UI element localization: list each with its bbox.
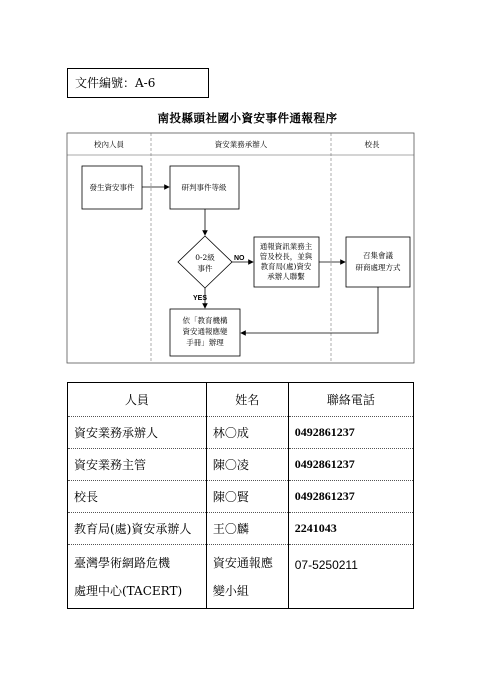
cell-name-line1: 資安通報應 [212, 555, 273, 570]
cell-name: 王〇麟 [206, 513, 288, 545]
cell-name: 林〇成 [206, 417, 288, 449]
cell-role [68, 545, 207, 609]
box-meeting-line1: 召集會議 [363, 251, 393, 260]
table-row [68, 513, 414, 545]
cell-phone: 0492861237 [288, 449, 413, 481]
header-role: 人員 [68, 383, 207, 417]
label-no: NO [234, 255, 245, 262]
cell-role: 校長 [68, 481, 207, 513]
box-meeting [346, 237, 410, 287]
table-header-row [68, 383, 414, 417]
document-title: 南投縣頭社國小資安事件通報程序 [157, 111, 338, 125]
table-row [68, 481, 414, 513]
table-row [68, 545, 414, 609]
header-name: 姓名 [206, 383, 288, 417]
cell-phone: 2241043 [288, 513, 413, 545]
cell-phone: 0492861237 [288, 417, 413, 449]
header-phone: 聯絡電話 [288, 383, 413, 417]
cell-name [206, 545, 288, 609]
decision-label-line1: 0-2級 [195, 253, 215, 262]
table-row [68, 449, 414, 481]
box-notify-line1: 通報資訊業務主 [259, 242, 313, 251]
box-judge-label: 研判事件等級 [181, 183, 227, 192]
lane-label-principal: 校長 [364, 140, 380, 149]
arrow-meeting-to-manual [241, 287, 378, 333]
box-manual-line1: 依「教育機構 [182, 316, 228, 325]
cell-role: 資安業務承辦人 [68, 417, 207, 449]
box-meeting-line2: 研商處理方式 [355, 263, 401, 272]
box-manual-line3: 手冊」辦理 [186, 338, 224, 347]
cell-role: 資安業務主管 [68, 449, 207, 481]
cell-phone: 0492861237 [288, 481, 413, 513]
lane-label-officer: 資安業務承辦人 [214, 140, 268, 149]
box-manual-line2: 資安通報應變 [182, 327, 228, 336]
cell-role-line1: 臺灣學術網路危機 [74, 555, 171, 570]
decision-label-line2: 事件 [197, 264, 213, 273]
label-yes: YES [193, 295, 208, 302]
box-notify-line2: 管及校長，並與 [259, 252, 313, 261]
decision-diamond [178, 236, 232, 288]
cell-name: 陳〇賢 [206, 481, 288, 513]
document-number: 文件編號：A-6 [67, 68, 209, 98]
lane-label-staff: 校內人員 [94, 140, 124, 149]
box-incident-label: 發生資安事件 [89, 183, 135, 192]
cell-name: 陳〇凌 [206, 449, 288, 481]
box-notify-line4: 承辦人聯繫 [267, 272, 305, 281]
box-notify-line3: 教育局(處)資安 [260, 262, 312, 271]
table-row [68, 417, 414, 449]
contact-table [67, 382, 414, 609]
cell-role: 教育局(處)資安承辦人 [68, 513, 207, 545]
cell-name-line2: 變小組 [212, 583, 249, 598]
cell-phone: 07-5250211 [288, 545, 413, 609]
cell-role-line2: 處理中心(TACERT) [74, 583, 183, 598]
